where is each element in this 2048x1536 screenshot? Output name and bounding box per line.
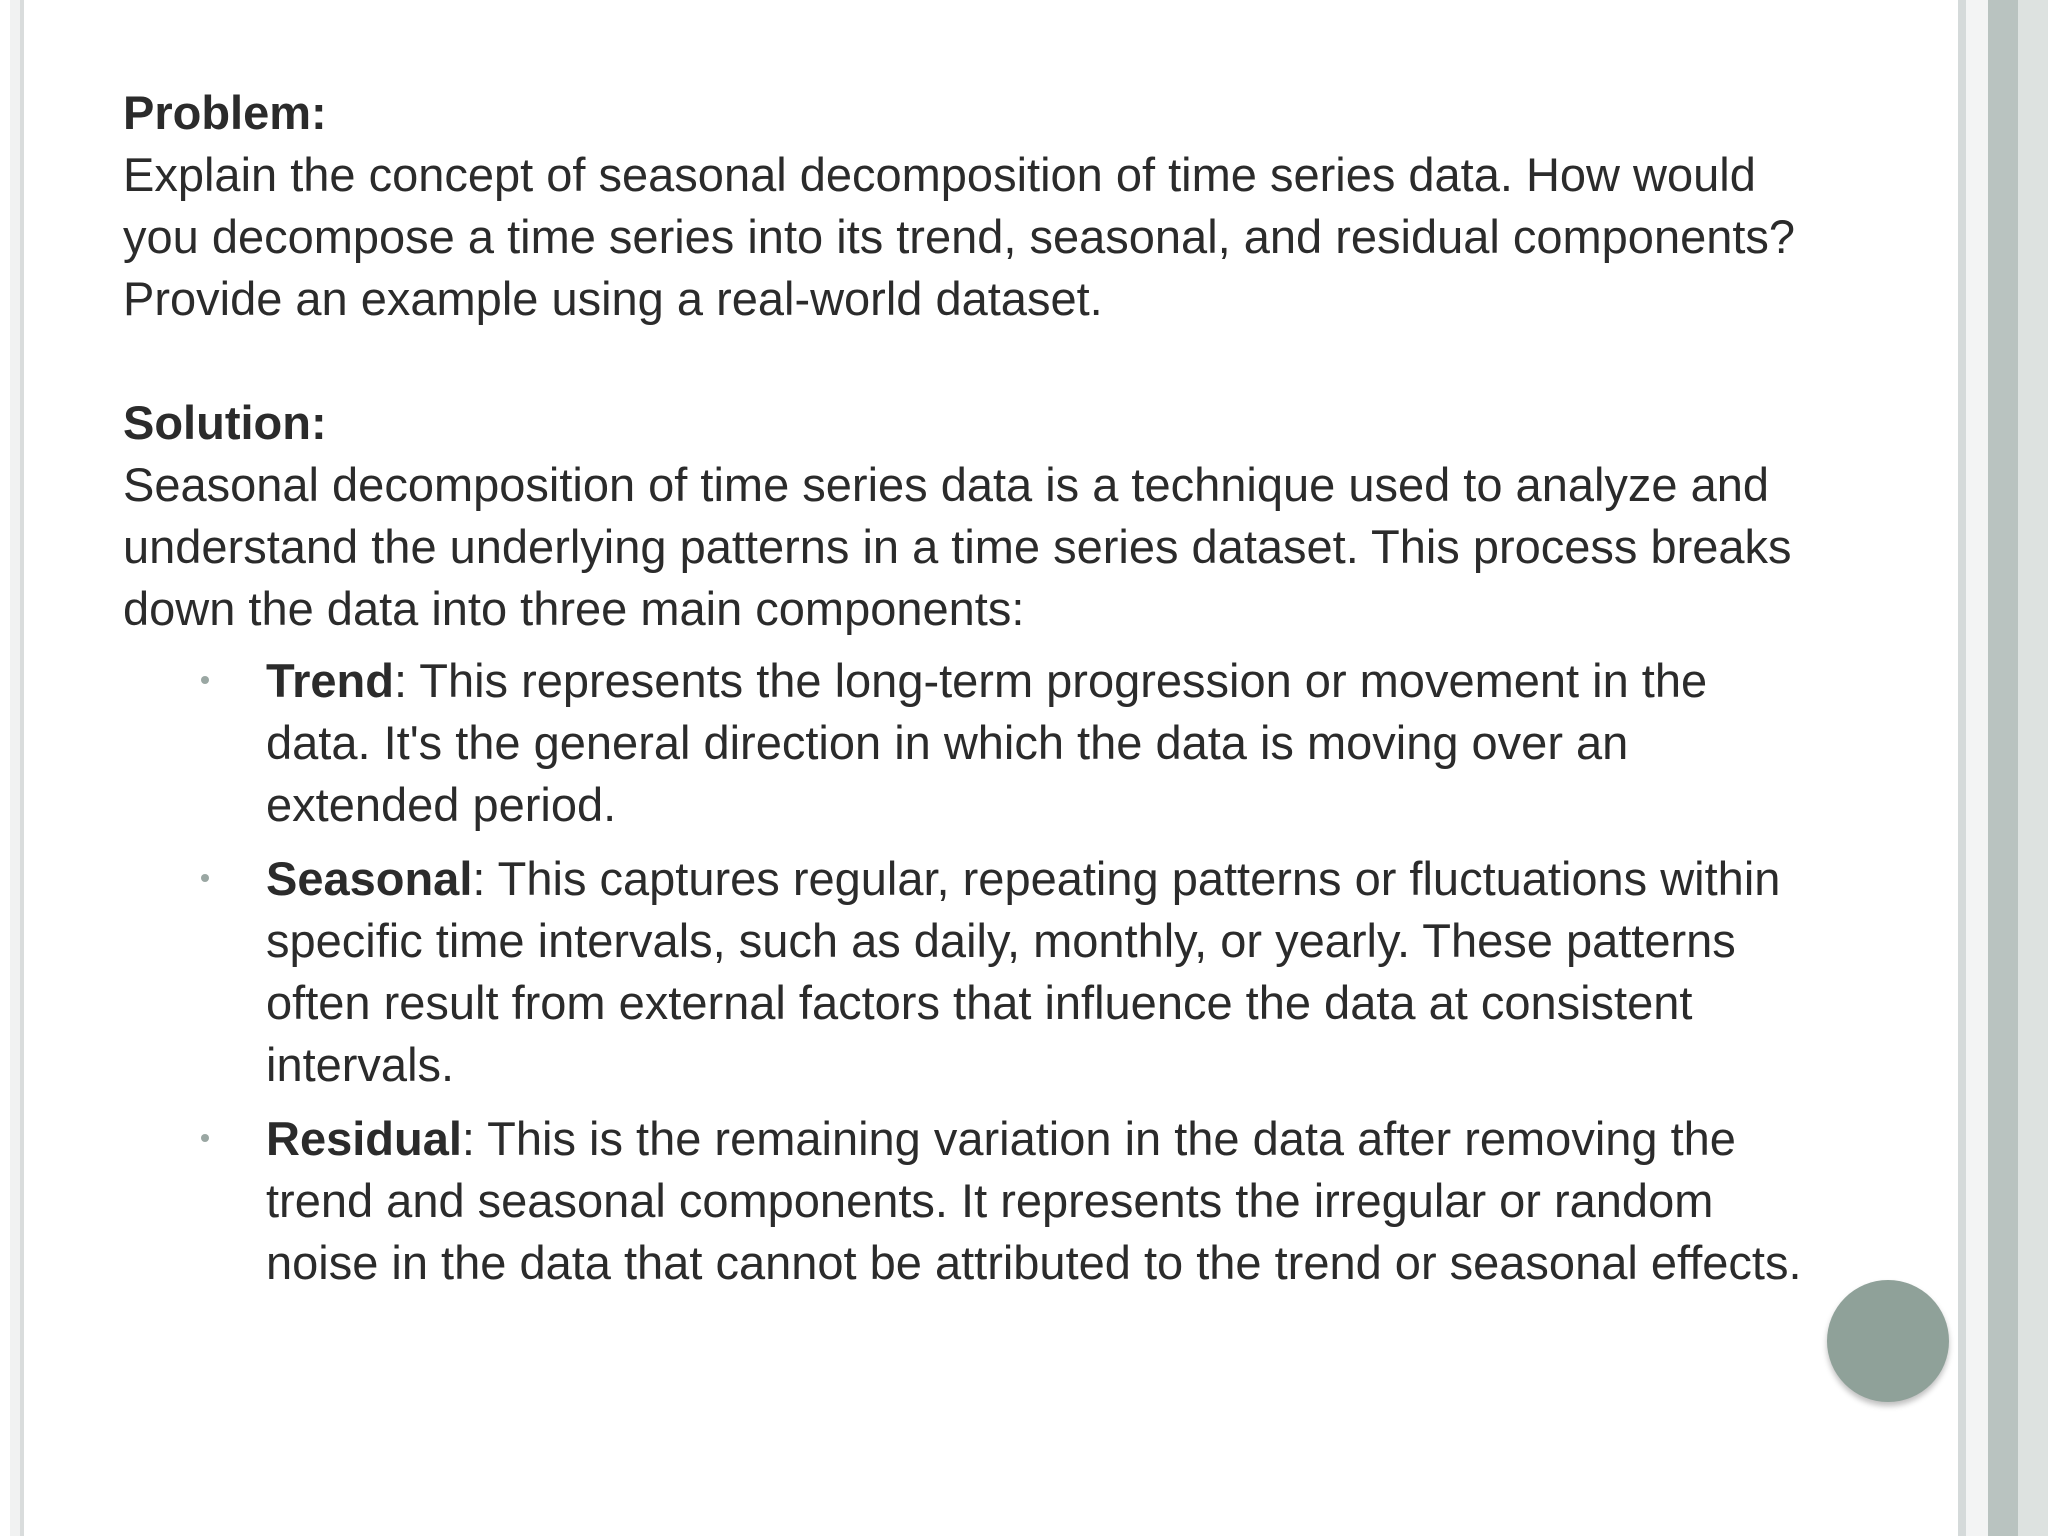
- list-item-seasonal: [266, 848, 1803, 1096]
- bullet-icon: [201, 1134, 209, 1142]
- left-border-inner: [10, 0, 20, 1536]
- bullet-icon: [201, 874, 209, 882]
- term-description: : This is the remaining variation in the data after removing the trend and seasonal components. It represents the irregular or random noise in the data that cannot be attributed to the trend or seasonal effects.: [266, 1112, 1802, 1289]
- decorative-circle: [1827, 1280, 1949, 1402]
- left-border-decoration: [10, 0, 24, 1536]
- list-item-residual: [266, 1108, 1803, 1294]
- term-label: Trend: [266, 654, 394, 707]
- term-description: : This represents the long-term progression or movement in the data. It's the general direction in which the data is moving over an extended period.: [266, 654, 1708, 831]
- right-border-stripe: [1966, 0, 1988, 1536]
- right-border-stripe: [1988, 0, 2018, 1536]
- term-label: Seasonal: [266, 852, 473, 905]
- problem-text: Explain the concept of seasonal decomposition of time series data. How would you decompose a time series into its trend, seasonal, and residual components? Provide an example using a real-world dataset.: [123, 148, 1796, 325]
- solution-heading: Solution:: [123, 396, 327, 449]
- slide-content: [123, 82, 1803, 1306]
- components-list: [123, 650, 1803, 1294]
- problem-heading: Problem:: [123, 86, 327, 139]
- bullet-icon: [201, 676, 209, 684]
- right-border-stripe: [1958, 0, 1966, 1536]
- solution-intro: Seasonal decomposition of time series data is a technique used to analyze and understand the underlying patterns in a time series dataset. This process breaks down the data into three main components:: [123, 458, 1792, 635]
- right-border-stripe: [2018, 0, 2048, 1536]
- spacer: [123, 330, 1803, 392]
- term-label: Residual: [266, 1112, 462, 1165]
- list-item-trend: [266, 650, 1803, 836]
- term-description: : This captures regular, repeating patterns or fluctuations within specific time intervals, such as daily, monthly, or yearly. These patterns often result from external factors that influence the data at consistent intervals.: [266, 852, 1781, 1091]
